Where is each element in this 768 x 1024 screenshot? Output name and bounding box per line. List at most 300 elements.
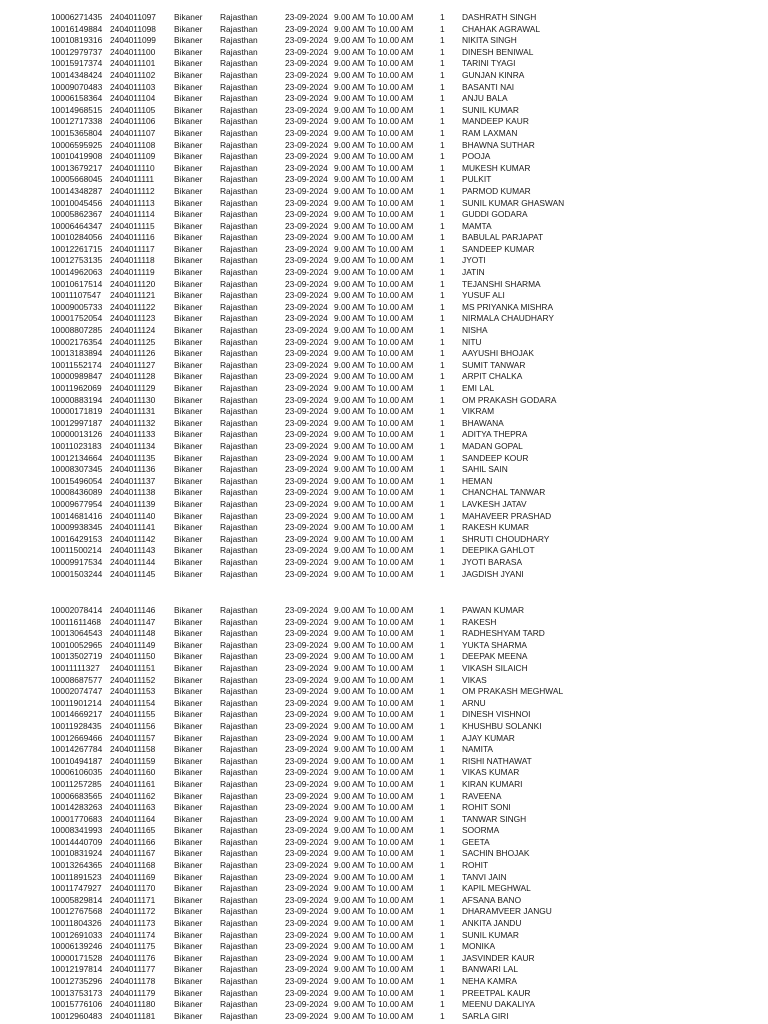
state: Rajasthan [220,964,258,975]
registration-id: 10012960483 [51,1010,103,1021]
exam-time-slot: 9.00 AM To 10.00 AM [334,883,414,894]
city: Bikaner [174,720,203,731]
state: Rajasthan [220,999,258,1010]
registration-id: 10011747927 [51,883,102,894]
exam-date: 23-09-2024 [285,174,328,185]
shift-count: 1 [440,464,445,475]
city: Bikaner [174,104,203,115]
table-row [0,779,768,791]
roll-number: 2404011124 [110,325,156,336]
city: Bikaner [174,568,203,579]
exam-time-slot: 9.00 AM To 10.00 AM [334,720,414,731]
city: Bikaner [174,1010,203,1021]
table-row [0,82,768,94]
shift-count: 1 [440,429,445,440]
state: Rajasthan [220,918,258,929]
registration-id: 10014681416 [51,510,103,521]
roll-number: 2404011133 [110,429,156,440]
registration-id: 10012669466 [51,732,103,743]
registration-id: 10010045456 [51,197,103,208]
city: Bikaner [174,918,203,929]
table-row [0,930,768,942]
table-row [0,441,768,453]
table-row [0,791,768,803]
exam-time-slot: 9.00 AM To 10.00 AM [334,383,414,393]
exam-time-slot: 9.00 AM To 10.00 AM [334,255,414,266]
candidate-name: TEJANSHI SHARMA [462,278,541,289]
shift-count: 1 [440,371,445,382]
city: Bikaner [174,825,203,836]
candidate-name: JYOTI [462,255,486,266]
state: Rajasthan [220,174,258,185]
state: Rajasthan [220,406,258,417]
candidate-name: POOJA [462,151,491,162]
roll-number: 2404011141 [110,522,156,533]
registration-id: 10015365804 [51,127,103,138]
shift-count: 1 [440,185,445,196]
candidate-name: SAHIL SAIN [462,464,508,475]
table-row [0,534,768,546]
exam-time-slot: 9.00 AM To 10.00 AM [334,174,414,185]
exam-time-slot: 9.00 AM To 10.00 AM [334,732,414,743]
roll-number: 2404011181 [110,1010,156,1021]
roll-number: 2404011158 [110,744,156,755]
state: Rajasthan [220,744,258,755]
roll-number: 2404011171 [110,894,156,905]
shift-count: 1 [440,151,445,162]
state: Rajasthan [220,802,258,813]
city: Bikaner [174,116,203,127]
roll-number: 2404011163 [110,802,156,813]
exam-date: 23-09-2024 [285,394,328,405]
state: Rajasthan [220,790,258,801]
table-row [0,999,768,1011]
state: Rajasthan [220,104,258,115]
exam-time-slot: 9.00 AM To 10.00 AM [334,744,414,755]
roll-number: 2404011118 [110,255,155,266]
roll-number: 2404011151 [110,662,156,673]
state: Rajasthan [220,883,258,894]
city: Bikaner [174,487,203,498]
state: Rajasthan [220,139,258,150]
state: Rajasthan [220,767,258,778]
shift-count: 1 [440,475,445,486]
state: Rajasthan [220,498,258,509]
registration-id: 10015776106 [51,999,103,1010]
shift-count: 1 [440,906,445,917]
exam-date: 23-09-2024 [285,767,328,778]
state: Rajasthan [220,359,258,370]
exam-time-slot: 9.00 AM To 10.00 AM [334,487,414,498]
shift-count: 1 [440,35,445,46]
exam-date: 23-09-2024 [285,802,328,813]
roll-number: 2404011113 [110,197,155,208]
exam-date: 23-09-2024 [285,359,328,370]
city: Bikaner [174,952,203,963]
candidate-name: JYOTI BARASA [462,556,523,567]
roll-number: 2404011176 [110,952,156,963]
state: Rajasthan [220,58,258,69]
exam-date: 23-09-2024 [285,35,328,46]
exam-date: 23-09-2024 [285,278,328,289]
table-row [0,976,768,988]
shift-count: 1 [440,93,445,104]
exam-date: 23-09-2024 [285,243,328,254]
state: Rajasthan [220,651,258,662]
city: Bikaner [174,802,203,813]
exam-time-slot: 9.00 AM To 10.00 AM [334,556,414,567]
city: Bikaner [174,336,203,347]
city: Bikaner [174,464,203,475]
registration-id: 10014962063 [51,267,103,278]
state: Rajasthan [220,127,258,138]
exam-time-slot: 9.00 AM To 10.00 AM [334,278,414,289]
table-row [0,569,768,581]
exam-time-slot: 9.00 AM To 10.00 AM [334,848,414,859]
exam-time-slot: 9.00 AM To 10.00 AM [334,790,414,801]
exam-date: 23-09-2024 [285,813,328,824]
city: Bikaner [174,628,203,639]
registration-id: 10014267784 [51,744,103,755]
state: Rajasthan [220,686,258,697]
roll-number: 2404011160 [110,767,156,778]
city: Bikaner [174,767,203,778]
exam-time-slot: 9.00 AM To 10.00 AM [334,778,414,789]
city: Bikaner [174,162,203,173]
state: Rajasthan [220,522,258,533]
state: Rajasthan [220,197,258,208]
exam-time-slot: 9.00 AM To 10.00 AM [334,999,414,1010]
exam-time-slot: 9.00 AM To 10.00 AM [334,964,414,975]
exam-date: 23-09-2024 [285,127,328,138]
roll-number: 2404011159 [110,755,156,766]
candidate-name: NEHA KAMRA [462,976,517,986]
candidate-name: DEEPAK MEENA [462,651,528,662]
exam-time-slot: 9.00 AM To 10.00 AM [334,46,414,57]
exam-time-slot: 9.00 AM To 10.00 AM [334,674,414,685]
shift-count: 1 [440,686,445,697]
roll-number: 2404011180 [110,999,156,1010]
state: Rajasthan [220,278,258,289]
exam-date: 23-09-2024 [285,498,328,509]
table-row [0,35,768,47]
roll-number: 2404011153 [110,686,156,697]
exam-date: 23-09-2024 [285,313,328,324]
candidate-name: BASANTI NAI [462,81,515,92]
registration-id: 10014669217 [51,709,103,720]
shift-count: 1 [440,964,445,975]
shift-count: 1 [440,46,445,57]
shift-count: 1 [440,860,445,871]
roll-number: 2404011103 [110,81,156,92]
exam-time-slot: 9.00 AM To 10.00 AM [334,871,414,882]
roll-number: 2404011101 [110,58,156,69]
exam-date: 23-09-2024 [285,23,328,34]
exam-date: 23-09-2024 [285,301,328,312]
registration-id: 10006271435 [51,12,103,22]
candidate-name: PARMOD KUMAR [462,185,531,196]
candidate-name: SARLA GIRI [462,1010,509,1021]
shift-count: 1 [440,255,445,266]
registration-id: 10015496054 [51,475,103,486]
exam-date: 23-09-2024 [285,232,328,243]
state: Rajasthan [220,69,258,80]
candidate-name: SANDEEP KUMAR [462,243,535,254]
candidate-name: RAM LAXMAN [462,127,518,138]
city: Bikaner [174,452,203,463]
shift-count: 1 [440,220,445,231]
exam-date: 23-09-2024 [285,628,328,639]
state: Rajasthan [220,510,258,521]
candidate-name: EMI LAL [462,383,495,393]
table-row [0,698,768,710]
state: Rajasthan [220,162,258,173]
shift-count: 1 [440,232,445,243]
roll-number: 2404011140 [110,510,156,521]
table-row [0,628,768,640]
roll-number: 2404011138 [110,487,156,498]
registration-id: 10013264365 [51,860,103,871]
shift-count: 1 [440,162,445,173]
city: Bikaner [174,906,203,917]
exam-time-slot: 9.00 AM To 10.00 AM [334,348,414,359]
roll-number: 2404011134 [110,440,156,451]
exam-date: 23-09-2024 [285,220,328,231]
roll-number: 2404011147 [110,616,156,627]
shift-count: 1 [440,278,445,289]
roll-number: 2404011150 [110,651,156,662]
table-row [0,105,768,117]
city: Bikaner [174,533,203,544]
exam-date: 23-09-2024 [285,906,328,917]
exam-date: 23-09-2024 [285,976,328,986]
exam-time-slot: 9.00 AM To 10.00 AM [334,197,414,208]
table-row [0,116,768,128]
state: Rajasthan [220,662,258,673]
table-row [0,244,768,256]
candidate-name: VIKAS [462,674,487,685]
exam-date: 23-09-2024 [285,12,328,22]
shift-count: 1 [440,127,445,138]
table-row [0,70,768,82]
registration-id: 10002074747 [51,686,103,697]
registration-id: 10012261715 [51,243,103,254]
roll-number: 2404011099 [110,35,156,46]
exam-time-slot: 9.00 AM To 10.00 AM [334,69,414,80]
exam-date: 23-09-2024 [285,918,328,929]
registration-id: 10011257285 [51,778,102,789]
table-row [0,255,768,267]
registration-id: 10011804326 [51,918,102,929]
table-row [0,721,768,733]
roll-number: 2404011125 [110,336,156,347]
table-row [0,383,768,395]
roll-number: 2404011136 [110,464,156,475]
state: Rajasthan [220,906,258,917]
city: Bikaner [174,406,203,417]
registration-id: 10011500214 [51,545,102,556]
city: Bikaner [174,510,203,521]
roll-number: 2404011142 [110,533,156,544]
registration-id: 10011962069 [51,383,102,393]
state: Rajasthan [220,440,258,451]
candidate-name: OM PRAKASH MEGHWAL [462,686,564,697]
roll-number: 2404011135 [110,452,156,463]
exam-time-slot: 9.00 AM To 10.00 AM [334,243,414,254]
exam-date: 23-09-2024 [285,162,328,173]
table-row [0,605,768,617]
exam-time-slot: 9.00 AM To 10.00 AM [334,498,414,509]
candidate-name: YUSUF ALI [462,290,505,301]
table-row [0,487,768,499]
candidate-name: PAWAN KUMAR [462,605,525,615]
exam-time-slot: 9.00 AM To 10.00 AM [334,510,414,521]
exam-time-slot: 9.00 AM To 10.00 AM [334,616,414,627]
roll-number: 2404011097 [110,12,156,22]
table-row [0,58,768,70]
shift-count: 1 [440,498,445,509]
table-row [0,709,768,721]
shift-count: 1 [440,197,445,208]
roll-number: 2404011121 [110,290,156,301]
city: Bikaner [174,185,203,196]
shift-count: 1 [440,69,445,80]
shift-count: 1 [440,267,445,278]
registration-id: 10000013126 [51,429,103,440]
exam-time-slot: 9.00 AM To 10.00 AM [334,12,414,22]
state: Rajasthan [220,545,258,556]
exam-date: 23-09-2024 [285,209,328,220]
candidate-name: NITU [462,336,482,347]
shift-count: 1 [440,651,445,662]
exam-time-slot: 9.00 AM To 10.00 AM [334,359,414,370]
shift-count: 1 [440,976,445,986]
table-row [0,988,768,1000]
roll-number: 2404011173 [110,918,156,929]
table-row [0,174,768,186]
city: Bikaner [174,255,203,266]
exam-time-slot: 9.00 AM To 10.00 AM [334,605,414,615]
table-row [0,395,768,407]
candidate-name: SUNIL KUMAR [462,104,519,115]
shift-count: 1 [440,81,445,92]
city: Bikaner [174,522,203,533]
table-row [0,12,768,24]
exam-time-slot: 9.00 AM To 10.00 AM [334,301,414,312]
table-row [0,371,768,383]
table-row [0,476,768,488]
city: Bikaner [174,556,203,567]
registration-id: 10014348424 [51,69,103,80]
exam-time-slot: 9.00 AM To 10.00 AM [334,545,414,556]
candidate-list-block-2 [0,605,768,1022]
exam-time-slot: 9.00 AM To 10.00 AM [334,35,414,46]
registration-id: 10012979737 [51,46,103,57]
state: Rajasthan [220,1010,258,1021]
shift-count: 1 [440,417,445,428]
city: Bikaner [174,371,203,382]
state: Rajasthan [220,12,258,22]
shift-count: 1 [440,790,445,801]
exam-date: 23-09-2024 [285,964,328,975]
exam-date: 23-09-2024 [285,487,328,498]
state: Rajasthan [220,452,258,463]
candidate-name: ADITYA THEPRA [462,429,528,440]
state: Rajasthan [220,417,258,428]
registration-id: 10005668045 [51,174,103,185]
exam-date: 23-09-2024 [285,556,328,567]
city: Bikaner [174,976,203,986]
state: Rajasthan [220,185,258,196]
registration-id: 10006158364 [51,93,103,104]
city: Bikaner [174,383,203,393]
state: Rajasthan [220,860,258,871]
exam-time-slot: 9.00 AM To 10.00 AM [334,93,414,104]
candidate-name: DASHRATH SINGH [462,12,537,22]
roll-number: 2404011148 [110,628,156,639]
roll-number: 2404011152 [110,674,156,685]
registration-id: 10012767568 [51,906,103,917]
shift-count: 1 [440,510,445,521]
table-row [0,756,768,768]
state: Rajasthan [220,709,258,720]
city: Bikaner [174,243,203,254]
city: Bikaner [174,93,203,104]
table-row [0,453,768,465]
city: Bikaner [174,686,203,697]
table-row [0,825,768,837]
registration-id: 10002176354 [51,336,103,347]
shift-count: 1 [440,174,445,185]
shift-count: 1 [440,825,445,836]
roll-number: 2404011114 [110,209,155,220]
candidate-name: SUMIT TANWAR [462,359,526,370]
exam-date: 23-09-2024 [285,371,328,382]
table-row [0,418,768,430]
exam-time-slot: 9.00 AM To 10.00 AM [334,755,414,766]
city: Bikaner [174,848,203,859]
roll-number: 2404011111 [110,174,155,185]
table-row [0,941,768,953]
table-row [0,675,768,687]
exam-time-slot: 9.00 AM To 10.00 AM [334,639,414,650]
shift-count: 1 [440,313,445,324]
state: Rajasthan [220,813,258,824]
roll-number: 2404011098 [110,23,156,34]
exam-date: 23-09-2024 [285,348,328,359]
exam-date: 23-09-2024 [285,417,328,428]
shift-count: 1 [440,406,445,417]
candidate-name: DINESH BENIWAL [462,46,534,57]
city: Bikaner [174,755,203,766]
shift-count: 1 [440,139,445,150]
table-row [0,232,768,244]
table-row [0,872,768,884]
roll-number: 2404011154 [110,697,156,708]
candidate-name: ANJU BALA [462,93,508,104]
city: Bikaner [174,790,203,801]
city: Bikaner [174,394,203,405]
registration-id: 10002078414 [51,605,103,615]
candidate-name: MAMTA [462,220,492,231]
exam-date: 23-09-2024 [285,522,328,533]
exam-time-slot: 9.00 AM To 10.00 AM [334,767,414,778]
candidate-name: OM PRAKASH GODARA [462,394,557,405]
candidate-name: VIKRAM [462,406,495,417]
exam-time-slot: 9.00 AM To 10.00 AM [334,825,414,836]
roll-number: 2404011146 [110,605,156,615]
candidate-name: BHAWANA [462,417,504,428]
